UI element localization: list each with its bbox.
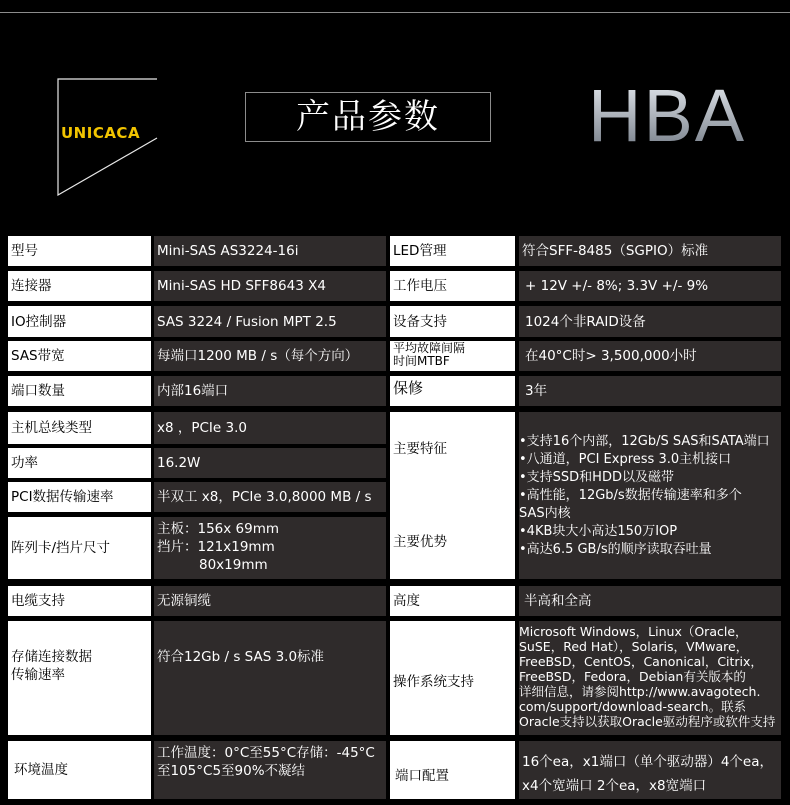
spec-value-line: com/support/download-search。联系 [519, 699, 747, 714]
spec-label: 端口配置 [390, 741, 515, 799]
spec-label: 工作电压 [390, 271, 515, 301]
brand-logo [57, 78, 158, 196]
spec-value [519, 621, 781, 735]
spec-value-line: FreeBSD，Fedora，Debian有关版本的 [519, 669, 746, 684]
spec-label-line: 传输速率 [11, 667, 65, 683]
spec-value-line: •4KB块大小高达150万IOP [519, 524, 678, 539]
spec-label: 保修 [390, 376, 515, 406]
spec-value-line: Microsoft Windows，Linux（Oracle， [519, 624, 748, 639]
spec-value-line: 挡片：121x19mm [157, 539, 275, 555]
spec-label: 设备支持 [390, 306, 515, 337]
spec-label: 型号 [8, 236, 151, 266]
spec-value: 符合SFF-8485（SGPIO）标准 [519, 236, 781, 266]
spec-label: 端口数量 [8, 376, 151, 406]
spec-label: IO控制器 [8, 306, 151, 337]
spec-value: 内部16端口 [154, 376, 386, 406]
spec-label: PCI数据传输速率 [8, 482, 151, 512]
spec-label: 高度 [390, 586, 515, 616]
brand-name: UNICACA [61, 124, 141, 142]
spec-value [154, 741, 386, 799]
spec-value-line: Oracle支持以获取Oracle驱动程序或软件支持 [519, 714, 776, 729]
spec-value-line: FreeBSD，CentOS，Canonical，Citrix， [519, 654, 763, 669]
spec-value: 无源铜缆 [154, 586, 386, 616]
spec-value-line: •支持16个内部，12Gb/S SAS和SATA端口 [519, 434, 770, 449]
spec-value: 半高和全高 [519, 586, 781, 616]
spec-label [390, 341, 515, 371]
spec-value: 16.2W [154, 448, 386, 478]
spec-label: SAS带宽 [8, 341, 151, 371]
spec-label: 电缆支持 [8, 586, 151, 616]
spec-value: 3年 [519, 376, 781, 406]
spec-label-line: 存储连接数据 [11, 649, 92, 665]
spec-value-line: SuSE，Red Hat），Solaris，VMware， [519, 639, 749, 654]
spec-label-line: 时间MTBF [393, 354, 450, 368]
spec-label: 阵列卡/挡片尺寸 [8, 517, 151, 579]
spec-value-line: •高达6.5 GB/s的顺序读取吞吐量 [519, 542, 712, 557]
spec-value-line: •高性能，12Gb/s数据传输速率和多个 [519, 488, 742, 503]
spec-value: 每端口1200 MB / s（每个方向） [154, 341, 386, 371]
spec-label: 主机总线类型 [8, 412, 151, 444]
spec-label: 环境温度 [8, 741, 151, 799]
spec-value [519, 412, 781, 579]
spec-label: LED管理 [390, 236, 515, 266]
spec-value-line: 80x19mm [199, 557, 268, 573]
spec-value-line: x4个宽端口 2个ea，x8宽端口 [522, 778, 707, 794]
product-type: HBA [588, 74, 747, 157]
page-title: 产品参数 [245, 92, 491, 142]
spec-value-line: •八通道，PCI Express 3.0主机接口 [519, 452, 732, 467]
spec-value: 在40°C时> 3,500,000小时 [519, 341, 781, 371]
spec-label [390, 412, 515, 579]
spec-label [8, 621, 151, 735]
spec-label: 功率 [8, 448, 151, 478]
spec-value: 1024个非RAID设备 [519, 306, 781, 337]
spec-label-line: 平均故障间隔 [393, 341, 466, 355]
spec-value [154, 621, 386, 735]
spec-value: Mini-SAS AS3224-16i [154, 236, 386, 266]
spec-value-line: 符合12Gb / s SAS 3.0标准 [157, 649, 325, 665]
spec-label-line: 主要特征 [393, 441, 447, 457]
spec-value-line: 工作温度：0°C至55°C存储：-45°C [157, 745, 375, 761]
spec-value [519, 741, 781, 799]
spec-value: SAS 3224 / Fusion MPT 2.5 [154, 306, 386, 337]
spec-value-line: 至105°C5至90%不凝结 [157, 763, 306, 779]
spec-label-line: 主要优势 [393, 534, 447, 550]
spec-value-line: •支持SSD和HDD以及磁带 [519, 470, 674, 485]
spec-value-line: 16个ea，x1端口（单个驱动器）4个ea， [522, 754, 774, 770]
spec-label: 操作系统支持 [390, 621, 515, 735]
spec-label: 连接器 [8, 271, 151, 301]
spec-value: 半双工 x8，PCIe 3.0,8000 MB / s [154, 482, 386, 512]
spec-value-line: 主板：156x 69mm [157, 521, 280, 537]
spec-value [154, 517, 386, 579]
top-divider [0, 12, 790, 13]
spec-value: Mini-SAS HD SFF8643 X4 [154, 271, 386, 301]
spec-value: + 12V +/- 8%; 3.3V +/- 9% [519, 271, 781, 301]
spec-value-line: SAS内核 [519, 506, 571, 521]
spec-value-line: 详细信息，请参阅http://www.avagotech. [519, 684, 761, 699]
spec-value: x8 ，PCIe 3.0 [154, 412, 386, 444]
